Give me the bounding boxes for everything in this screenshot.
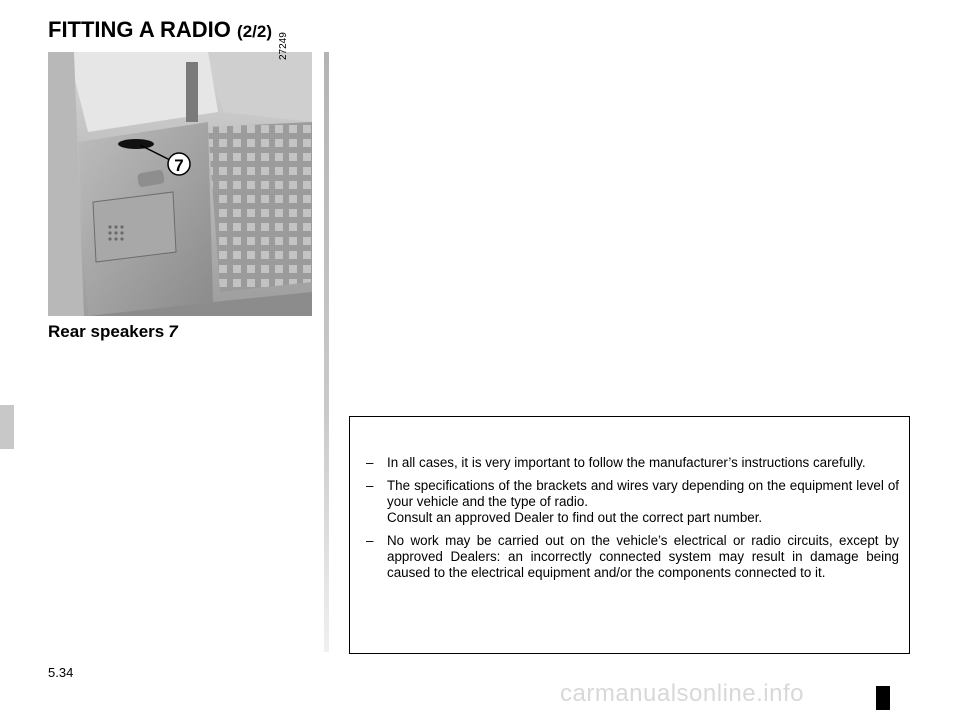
note-text: No work may be carried out on the vehicle’s electrical or radio circuits, except by approved Dealers: an incorrectly connected system may result in damage being caused to the electrical equipment and/or the components connected to it. — [387, 533, 899, 580]
note-item — [366, 533, 899, 581]
photo-reference-number: 27249 — [278, 32, 289, 60]
page-title-text: FITTING A RADIO — [48, 17, 231, 42]
note-dash: – — [366, 533, 374, 548]
chapter-tab — [0, 405, 14, 449]
note-dash: – — [366, 478, 374, 493]
note-item — [366, 455, 899, 471]
note-dash: – — [366, 455, 374, 470]
figure-caption-text: Rear speakers — [48, 322, 165, 341]
note-item — [366, 478, 899, 526]
watermark-text: carmanualsonline.info — [560, 680, 804, 707]
note-text: In all cases, it is very important to follow the manufacturer’s instructions carefully. — [387, 455, 866, 470]
page-title-part-indicator: (2/2) — [237, 22, 273, 41]
column-divider — [324, 52, 329, 652]
page-title — [48, 17, 272, 43]
figure-caption — [48, 322, 178, 342]
page-number: 5.34 — [48, 665, 74, 680]
figure-caption-number: 7 — [168, 322, 178, 341]
callout-number: 7 — [174, 156, 184, 175]
note-text: The specifications of the brackets and wires vary depending on the equipment level of your vehicle and the type of radio. Consult an approved Dealer to find out the correct part number. — [387, 478, 899, 525]
corner-mark — [876, 686, 890, 710]
warning-note-box — [349, 416, 910, 654]
rear-speaker-photo — [48, 52, 312, 316]
note-list — [366, 455, 899, 581]
